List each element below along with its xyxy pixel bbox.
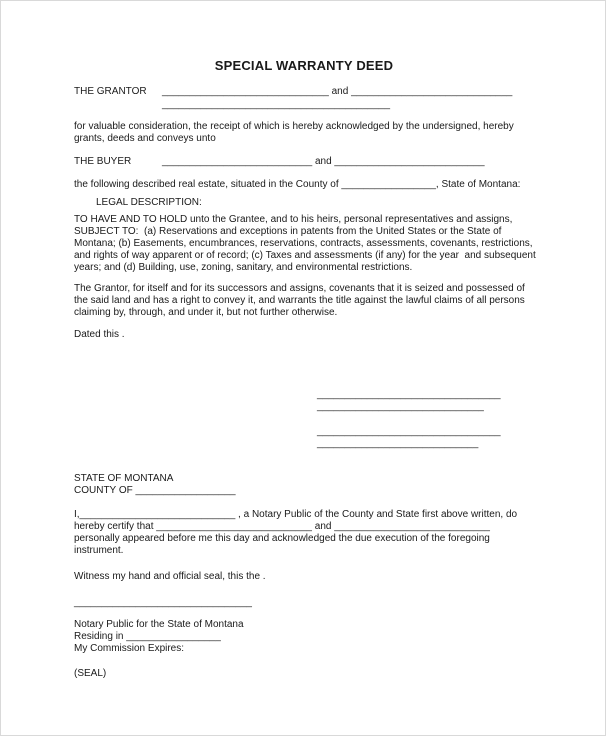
- residing-label: Residing in _________________: [74, 631, 221, 642]
- to-have-line-2: SUBJECT TO: (a) Reservations and exceptions in patents from the United States or the State of: [74, 226, 502, 237]
- covenant-line-1: The Grantor, for itself and for its successors and assigns, covenants that it is seized and possessed of: [74, 283, 525, 294]
- signature-line-4: _____________________________: [317, 438, 479, 449]
- signature-line-2: ______________________________: [317, 401, 484, 412]
- to-have-line-1: TO HAVE AND TO HOLD unto the Grantee, and to his heirs, personal representatives and assigns,: [74, 214, 513, 225]
- consideration-line-2: grants, deeds and conveys unto: [74, 133, 216, 144]
- notary-line-4: instrument.: [74, 545, 124, 556]
- to-have-line-5: years; and (d) Building, use, zoning, sanitary, and environmental restrictions.: [74, 262, 413, 273]
- covenant-line-3: claiming by, through, and under it, but not further otherwise.: [74, 307, 338, 318]
- seal-label: (SEAL): [74, 668, 107, 679]
- grantor-line-2: _________________________________________: [162, 99, 391, 110]
- signature-line-3: _________________________________: [317, 426, 501, 437]
- signature-line-1: _________________________________: [317, 389, 501, 400]
- dated-line: Dated this .: [74, 329, 125, 340]
- county-label: COUNTY OF __________________: [74, 485, 236, 496]
- notary-signature-line: ________________________________: [74, 597, 252, 608]
- covenant-line-2: the said land and has a right to convey it, and warrants the title against the lawful claims of all persons: [74, 295, 525, 306]
- document-title: SPECIAL WARRANTY DEED: [214, 58, 394, 73]
- grantor-label: THE GRANTOR: [74, 86, 147, 97]
- notary-line-3: personally appeared before me this day and acknowledged the due execution of the foregoing: [74, 533, 490, 544]
- state-label: STATE OF MONTANA: [74, 473, 174, 484]
- buyer-line: ___________________________ and ___________________________: [162, 156, 485, 167]
- to-have-line-3: Montana; (b) Easements, encumbrances, reservations, contracts, assessments, covenants, restrictions,: [74, 238, 533, 249]
- notary-line-2: hereby certify that ____________________________ and ____________________________: [74, 521, 490, 532]
- to-have-line-4: and rights of way apparent or of record; (c) Taxes and assessments (if any) for the year and subsequent: [74, 250, 536, 261]
- real-estate-line: the following described real estate, situated in the County of _________________, State of Montana:: [74, 179, 521, 190]
- commission-label: My Commission Expires:: [74, 643, 185, 654]
- buyer-label: THE BUYER: [74, 156, 132, 167]
- witness-line: Witness my hand and official seal, this the .: [74, 571, 266, 582]
- legal-description-label: LEGAL DESCRIPTION:: [96, 197, 202, 208]
- grantor-line-1: ______________________________ and _____________________________: [162, 86, 513, 97]
- consideration-line-1: for valuable consideration, the receipt of which is hereby acknowledged by the undersigned, hereby: [74, 121, 514, 132]
- notary-public-label: Notary Public for the State of Montana: [74, 619, 244, 630]
- notary-line-1: I,____________________________ , a Notary Public of the County and State first above written, do: [74, 509, 518, 520]
